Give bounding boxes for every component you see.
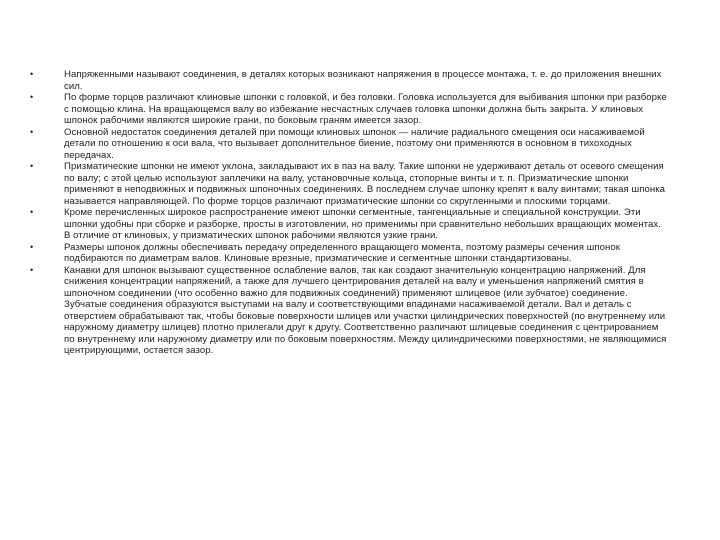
bullet-text: Кроме перечисленных широкое распространение имеют шпонки сегментные, тангенциальные и специальной конструкции. Эти шпонки удобны при сборке и разборке, просты в изготовлении, но применимы при сравнительно небольших вращающих моментах. В отличие от клиновых, у призматических шпонок рабочими являются узкие грани.	[64, 207, 661, 241]
bullet-item	[28, 207, 668, 242]
bullet-text: Призматические шпонки не имеют уклона, закладывают их в паз на валу. Такие шпонки не удерживают деталь от осевого смещения по валу; с этой целью используют заплечики на валу, установочные кольца, стопорные винты и т. п. Призматические шпонки применяют в неподвижных и подвижных шпоночных соединениях. В последнем случае шпонку крепят к валу винтами; такая шпонка называется направляющей. По форме торцов различают призматические шпонки со скругленными и плоскими торцами.	[64, 161, 666, 207]
bullet-item	[28, 242, 668, 265]
bullet-marker: •	[30, 69, 34, 79]
bullet-item	[28, 92, 668, 127]
bullet-text: Основной недостаток соединения деталей при помощи клиновых шпонок — наличие радиального смещения оси насаживаемой детали по отношению к оси вала, что вызывает дополнительное биение, поэтому они применяются в основном в тихоходных передачах.	[64, 126, 645, 161]
bullet-marker: •	[30, 264, 34, 275]
bullet-text: Размеры шпонок должны обеспечивать передачу определенного вращающего момента, поэтому размеры сечения шпонок подбираются по диаметрам валов. Клиновые врезные, призматические и сегментные шпонки стандартизованы.	[64, 241, 621, 264]
bullet-list	[28, 69, 668, 357]
bullet-text: По форме торцов различают клиновые шпонки с головкой, и без головки. Головка используется для выбивания шпонки при разборке с помощью клина. На вращающемся валу во избежание несчастных случаев головка шпонки должна быть закрыта. У клиновых шпонок рабочими являются широкие грани, по боковым граням имеется зазор.	[64, 92, 667, 126]
bullet-marker: •	[30, 161, 34, 171]
bullet-item	[28, 161, 668, 207]
bullet-item	[28, 265, 668, 357]
bullet-text: Напряженными называют соединения, в деталях которых возникают напряжения в процессе монтажа, т. е. до приложения внешних сил.	[64, 69, 662, 92]
bullet-item	[28, 127, 668, 162]
bullet-text: Канавки для шпонок вызывают существенное ослабление валов, так как создают значительную концентрацию напряжений. Для снижения концентрации напряжений, а также для лучшего центрирования деталей на валу и уменьшения напряжений смятия в шпоночном соединении (что особенно важно для подвижных соединений) применяют шлицевое (или зубчатое) соединение. Зубчатые соединения образуются выступами на валу и соответствующими впадинами насаживаемой детали. Вал и деталь с отверстием обрабатывают так, чтобы боковые поверхности шлицев или участки цилиндрических поверхностей (по внутреннему или наружному диаметру шлицев) плотно прилегали друг к другу. Соответственно различают шлицевые соединения с центрированием по внутреннему или наружному диаметру или по боковым поверхностям. Между цилиндрическими поверхностями, не являющимися центрирующими, остается зазор.	[64, 264, 667, 356]
bullet-marker: •	[30, 207, 34, 217]
bullet-marker: •	[30, 126, 34, 137]
bullet-marker: •	[30, 92, 34, 102]
bullet-item	[28, 69, 668, 92]
bullet-marker: •	[30, 241, 34, 252]
